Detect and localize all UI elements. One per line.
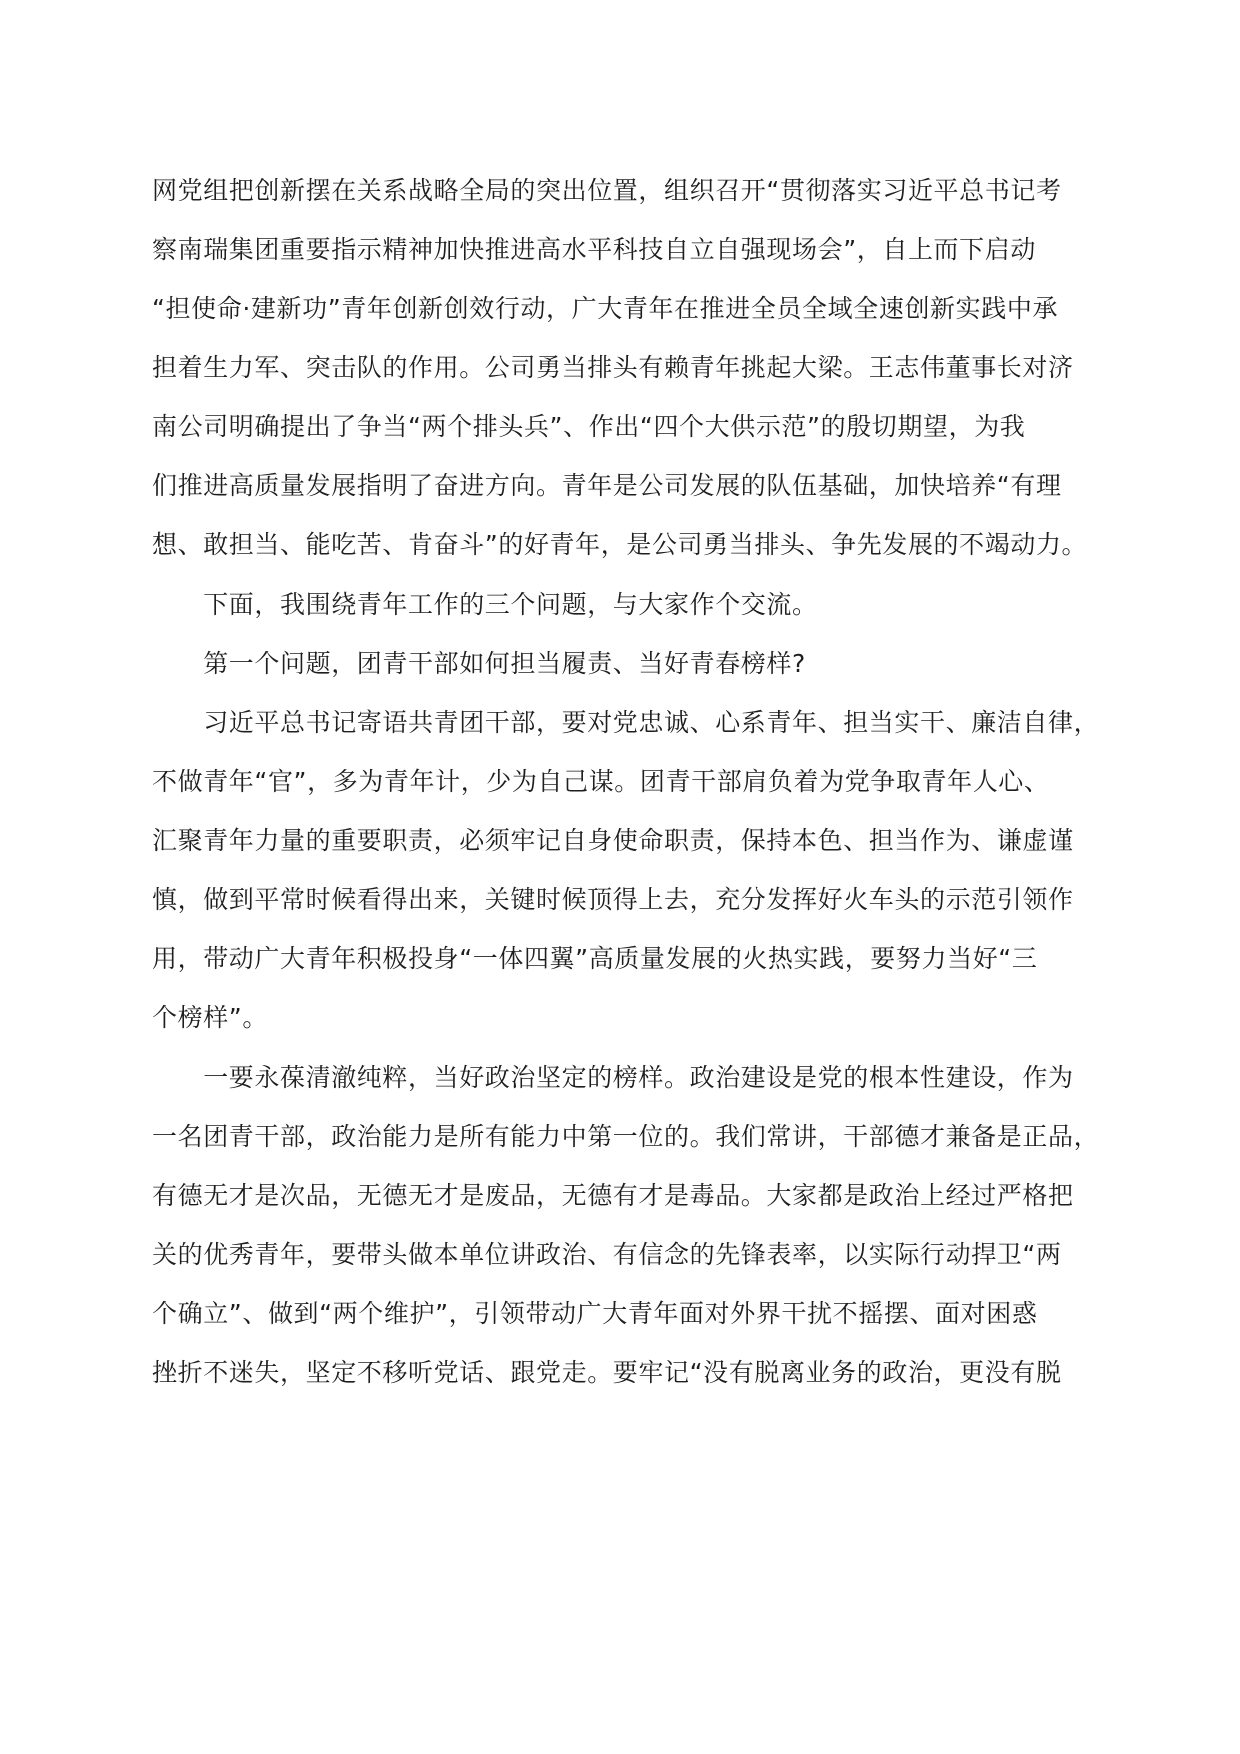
paragraph-line: 有德无才是次品，无德无才是废品，无德有才是毒品。大家都是政治上经过严格把	[152, 1181, 1074, 1210]
paragraph-line: 南公司明确提出了争当“两个排头兵”、作出“四个大供示范”的殷切期望，为我	[152, 412, 1026, 441]
paragraph-line: 习近平总书记寄语共青团干部，要对党忠诚、心系青年、担当实干、廉洁自律，	[152, 708, 1100, 737]
paragraph-line: 担着生力军、突击队的作用。公司勇当排头有赖青年挑起大梁。王志伟董事长对济	[152, 353, 1074, 382]
paragraph-line: 想、敢担当、能吃苦、肯奋斗”的好青年，是公司勇当排头、争先发展的不竭动力。	[152, 530, 1088, 559]
paragraph-line: 挫折不迷失，坚定不移听党话、跟党走。要牢记“没有脱离业务的政治，更没有脱	[152, 1358, 1062, 1387]
paragraph-line: 下面，我围绕青年工作的三个问题，与大家作个交流。	[152, 590, 818, 619]
paragraph-line: “担使命·建新功”青年创新创效行动，广大青年在推进全员全域全速创新实践中承	[152, 294, 1059, 323]
paragraph-line: 网党组把创新摆在关系战略全局的突出位置，组织召开“贯彻落实习近平总书记考	[152, 176, 1062, 205]
paragraph-line: 不做青年“官”，多为青年计，少为自己谋。团青干部肩负着为党争取青年人心、	[152, 767, 1050, 796]
paragraph-line: 关的优秀青年，要带头做本单位讲政治、有信念的先锋表率，以实际行动捍卫“两	[152, 1240, 1062, 1269]
paragraph-line: 慎，做到平常时候看得出来，关键时候顶得上去，充分发挥好火车头的示范引领作	[152, 885, 1074, 914]
paragraph-line: 个确立”、做到“两个维护”，引领带动广大青年面对外界干扰不摇摆、面对困惑	[152, 1299, 1038, 1328]
paragraph-line: 汇聚青年力量的重要职责，必须牢记自身使命职责，保持本色、担当作为、谦虚谨	[152, 826, 1074, 855]
paragraph-line: 察南瑞集团重要指示精神加快推进高水平科技自立自强现场会”，自上而下启动	[152, 235, 1036, 264]
paragraph-line: 用，带动广大青年积极投身“一体四翼”高质量发展的火热实践，要努力当好“三	[152, 944, 1038, 973]
section-question-line: 第一个问题，团青干部如何担当履责、当好青春榜样?	[152, 649, 806, 678]
paragraph-line: 一要永葆清澈纯粹，当好政治坚定的榜样。政治建设是党的根本性建设，作为	[152, 1063, 1074, 1092]
paragraph-line: 一名团青干部，政治能力是所有能力中第一位的。我们常讲，干部德才兼备是正品，	[152, 1122, 1100, 1151]
paragraph-line: 们推进高质量发展指明了奋进方向。青年是公司发展的队伍基础，加快培养“有理	[152, 471, 1062, 500]
paragraph-line: 个榜样”。	[152, 1003, 268, 1032]
